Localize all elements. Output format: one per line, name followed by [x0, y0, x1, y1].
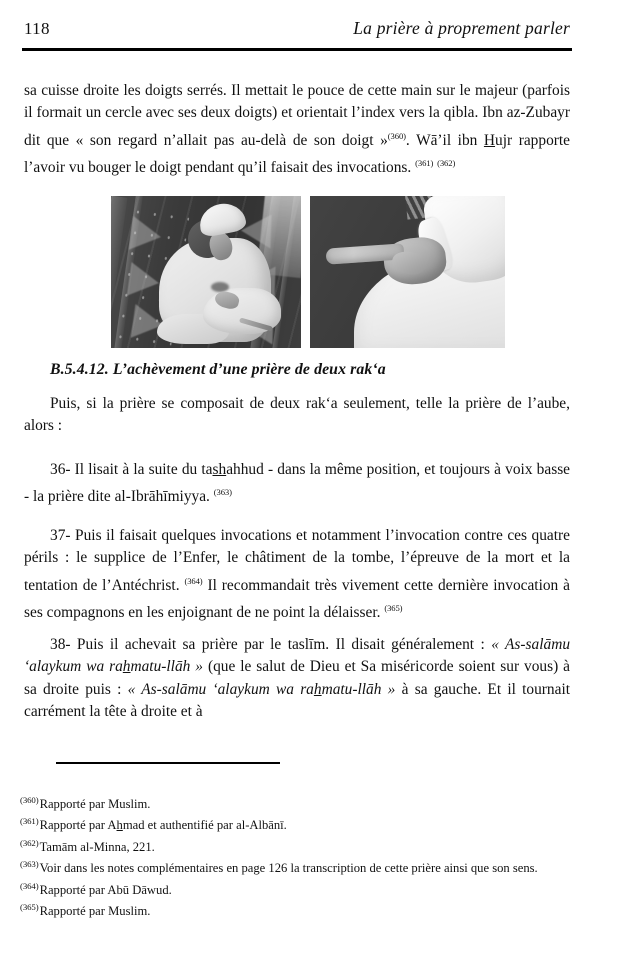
running-title: La prière à proprement parler — [353, 18, 570, 38]
photo-seated-prayer-position — [111, 196, 301, 348]
page-number: 118 — [24, 19, 50, 38]
paragraph-intro: Puis, si la prière se composait de deux rak‘a seulement, telle la prière de l’aube, alors : — [24, 395, 570, 435]
footnote-marker-363[interactable]: (363) — [213, 487, 232, 498]
section-heading: B.5.4.12. L’achèvement d’une prière de deux rak‘a — [50, 361, 386, 378]
footnote-list — [20, 792, 576, 920]
figure-shadow — [211, 282, 229, 292]
footnote-364 — [20, 878, 576, 899]
quote2-part-b: matu-llāh » — [321, 680, 396, 698]
paragraph-opening — [24, 80, 570, 179]
page-header — [24, 18, 570, 39]
footnote-text-362: Tamām al-Minna, 221. — [39, 839, 155, 854]
quote2-underlined-h: h — [313, 680, 322, 698]
footnote-text-360: Rapporté par Muslim. — [39, 797, 151, 811]
footnote-text-364: Rapporté par Abū Dāwud. — [39, 882, 172, 897]
footnote-text-361-b: mad et authentifié par al-Albānī. — [122, 818, 287, 833]
paragraph-38-block — [24, 634, 570, 723]
intro-paragraph-block — [24, 393, 570, 438]
footnote-marker-360[interactable]: (360) — [387, 130, 406, 141]
footnote-marker-362[interactable]: (362) — [437, 157, 456, 168]
footnote-number-361: (361) — [20, 816, 39, 827]
header-rule — [22, 48, 572, 51]
underlined-letters-sh: sh — [212, 461, 227, 478]
carpet-motif — [129, 216, 163, 254]
quote2-part-a: « As-salāmu ‘alaykum wa ra — [127, 680, 314, 698]
para38-text-1: 38- Puis il achevait sa prière par le taslīm. Il disait généralement : — [50, 636, 492, 653]
paragraph-37 — [24, 525, 570, 624]
quote1-part-b: matu-llāh » — [130, 658, 203, 676]
footnote-number-363: (363) — [20, 859, 39, 870]
transliteration-quote-2 — [128, 681, 396, 698]
footnote-number-360: (360) — [20, 795, 39, 805]
footnote-marker-364[interactable]: (364) — [184, 575, 203, 586]
footnote-text-365: Rapporté par Muslim. — [39, 904, 151, 919]
carpet-motif — [127, 262, 161, 300]
footnote-360 — [20, 792, 576, 813]
para37-text-1: 37- Puis il faisait quelques invocations et notamment l’invocation contre ces quatre périls : le supplice de l’Enfer, le châtiment de la tombe, l’épreuve de la mort et la tentation de l’Antéchrist. — [24, 527, 570, 594]
footnote-marker-361[interactable]: (361) — [415, 157, 434, 168]
para36-text-1: 36- Il lisait à la suite du ta — [50, 461, 213, 478]
footnote-365 — [20, 899, 576, 920]
opening-text-3: ujr rapporte l’avoir vu bouger le doigt pendant qu’il faisait des invocations. — [24, 131, 570, 176]
paragraph-36 — [24, 459, 570, 509]
opening-text-1: sa cuisse droite les doigts serrés. Il mettait le pouce de cette main sur le majeur (parfois il formait un cercle avec ses deux doigts) et orientait l’index vers la qibla. Ibn az-Zubayr dit que « son regard n’allait pas au-delà de son doigt » — [24, 82, 570, 149]
footnote-marker-365[interactable]: (365) — [384, 602, 403, 613]
quote1-part-a: « As-salāmu ‘alaykum wa ra — [24, 636, 571, 676]
opening-text-2: . Wā’il ibn — [405, 131, 484, 149]
photo-pointing-finger-closeup — [310, 196, 505, 348]
footnote-number-365: (365) — [20, 902, 39, 913]
paragraph-38 — [24, 634, 570, 723]
footnote-separator-rule — [56, 762, 280, 764]
para36-text-2: ahhud - dans la même position, et toujours à voix basse - la prière dite al-Ibrāhīmiyya. — [24, 461, 571, 506]
para38-text-3: à sa gauche. Et il tournait carrément la tête à droite et à — [24, 680, 571, 720]
quote1-underlined-h: h — [122, 658, 131, 676]
paragraph-37-block — [24, 525, 570, 624]
opening-paragraph-block — [24, 80, 570, 179]
underlined-letter-h: H — [483, 131, 496, 149]
footnote-361-underlined-h: h — [116, 818, 123, 833]
footnote-number-364: (364) — [20, 880, 39, 891]
para38-text-2: (que le salut de Dieu et Sa miséricorde soient sur vous) à sa droite puis : — [24, 658, 570, 698]
footnote-text-363: Voir dans les notes complémentaires en page 126 la transcription de cette prière ainsi que son sens. — [39, 861, 538, 876]
footnote-362 — [20, 835, 576, 856]
footnote-number-362: (362) — [20, 837, 39, 848]
figure-row — [111, 196, 505, 348]
paragraph-36-block — [24, 459, 570, 509]
footnote-text-361-a: Rapporté par A — [39, 818, 117, 833]
footnote-363 — [20, 856, 576, 877]
para37-text-2: Il recommandait très vivement cette dernière invocation à ses compagnons en les enjoignant de ne point la délaisser. — [24, 576, 570, 621]
footnote-361 — [20, 813, 576, 834]
